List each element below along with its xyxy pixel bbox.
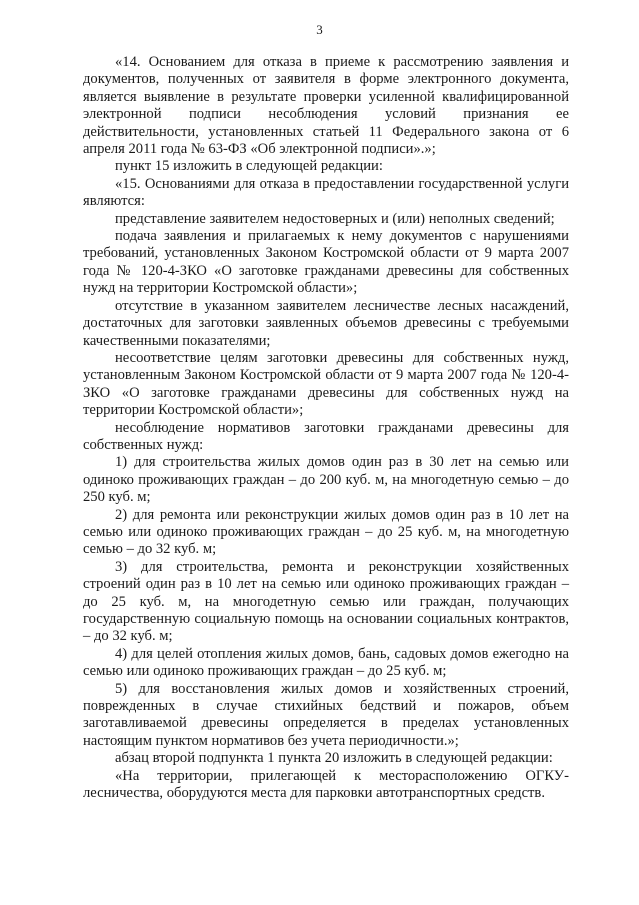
document-body (83, 54, 569, 802)
page-number: 3 (316, 22, 323, 37)
paragraph-ground-violations: подача заявления и прилагаемых к нему документов с нарушениями требований, установленных Законом Костромской области от 9 марта 2007 года № 120-4-ЗКО «О заготовке гражданами древесины для собственных нужд на территории Костромской области»; (83, 228, 569, 297)
paragraph-ground-no-forest: отсутствие в указанном заявителем лесничестве лесных насаждений, достаточных для заготовки заявленных объемов древесины с требуемыми качественными показателями; (83, 297, 569, 349)
paragraph-norm-5: 5) для восстановления жилых домов и хозяйственных строений, поврежденных в случае стихийных бедствий и пожаров, объем заготавливаемой древесины определяется в пределах установленных настоящим пунктом нормативов без учета периодичности.»; (83, 680, 569, 749)
paragraph-ground-norms: несоблюдение нормативов заготовки гражданами древесины для собственных нужд: (83, 419, 569, 453)
paragraph-ground-purpose-mismatch: несоответствие целям заготовки древесины для собственных нужд, установленным Законом Костромской области от 9 марта 2007 года № 120-4-ЗКО «О заготовке гражданами древесины для собственных нужд на территории Костромской области»; (83, 349, 569, 419)
paragraph-norm-2: 2) для ремонта или реконструкции жилых домов один раз в 10 лет на семью или одиноко проживающих граждан – до 25 куб. м, на многодетную семью – до 32 куб. м; (83, 506, 569, 558)
paragraph-norm-3: 3) для строительства, ремонта и реконструкции хозяйственных строений один раз в 10 лет на семью или одиноко проживающих граждан – до 25 куб. м, на многодетную семью или граждан, получающих государственную социальную помощь на основании социальных контрактов, – до 32 куб. м; (83, 558, 569, 645)
paragraph-clause-14: «14. Основанием для отказа в приеме к рассмотрению заявления и документов, полученных от заявителя в форме электронного документа, является выявление в результате проверки усиленной квалифицированной электронной подписи несоблюдения условий признания ее действительности, установленных статьей 11 Федерального закона от 6 апреля 2011 года № 63-ФЗ «Об электронной подписи».»; (83, 54, 569, 158)
paragraph-instruction-clause-20: абзац второй подпункта 1 пункта 20 изложить в следующей редакции: (115, 750, 553, 767)
paragraph-ground-false-info: представление заявителем недостоверных и (или) неполных сведений; (115, 210, 555, 227)
paragraph-instruction-clause-15: пункт 15 изложить в следующей редакции: (115, 158, 383, 175)
paragraph-clause-20-text: «На территории, прилегающей к месторасположению ОГКУ-лесничества, оборудуются места для парковки автотранспортных средств. (83, 767, 569, 802)
paragraph-norm-4: 4) для целей отопления жилых домов, бань, садовых домов ежегодно на семью или одиноко проживающих граждан – до 25 куб. м; (83, 645, 569, 680)
paragraph-clause-15-intro: «15. Основаниями для отказа в предоставлении государственной услуги являются: (83, 175, 569, 210)
paragraph-norm-1: 1) для строительства жилых домов один раз в 30 лет на семью или одиноко проживающих граждан – до 200 куб. м, на многодетную семью – до 250 куб. м; (83, 454, 569, 506)
